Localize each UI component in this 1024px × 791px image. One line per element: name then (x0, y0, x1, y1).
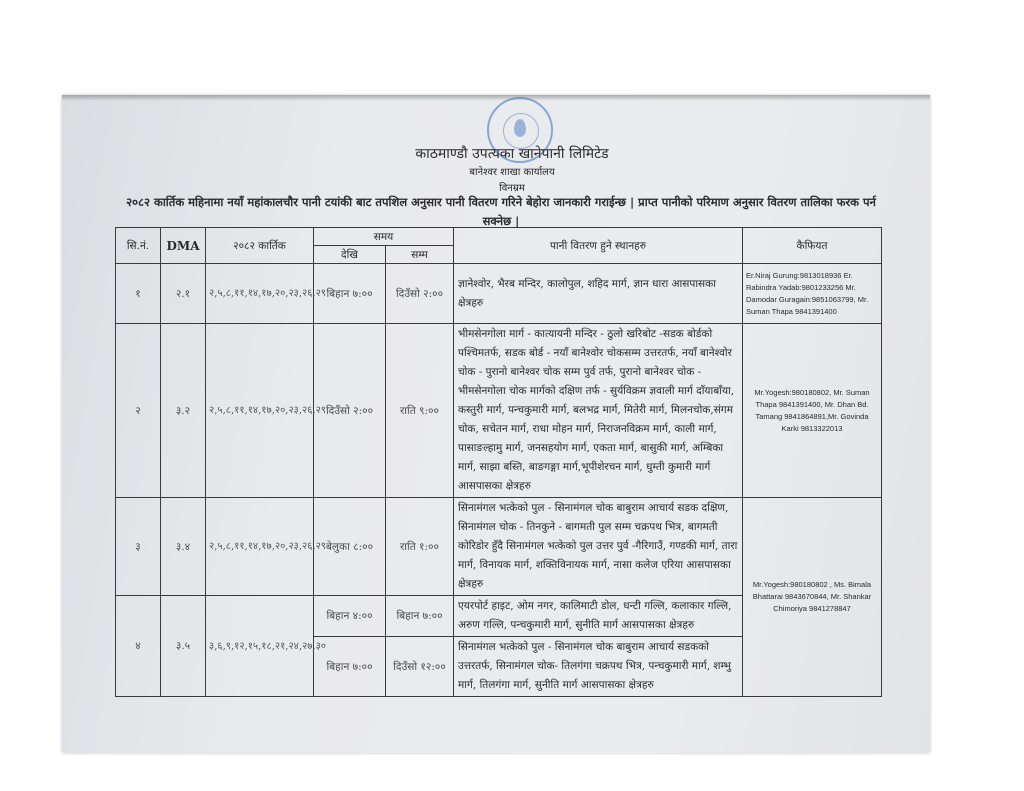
paper-edge-shadow (62, 95, 930, 101)
cell-remarks: Mr.Yogesh:980180802, Mr. Suman Thapa 9841391400, Mr. Dhan Bd. Tamang 9841864891,Mr. Govinda Karki 9813322013 (743, 324, 882, 498)
cell-dma: २.१ (161, 264, 206, 324)
table-row (116, 324, 882, 498)
cell-to: दिउँसो १२:०० (386, 637, 454, 697)
cell-from: बेलुका ८:०० (314, 498, 386, 596)
cell-from: दिउँसो २:०० (314, 324, 386, 498)
header-dma: DMA (161, 228, 206, 264)
notice-text: २०८२ कार्तिक महिनामा नयाँ महांकालचौर पानी टयांकी बाट तपशिल अनुसार पानी वितरण गरिने बेहोरा जानकारी गराईन्छ | प्राप्त पानीको परिमाण अनुसार वितरण तालिका फरक पर्न सक्नेछ | (126, 195, 876, 228)
cell-dma: ३.२ (161, 324, 206, 498)
table-row (116, 498, 882, 596)
cell-dates: २,५,८,११,१४,१७,२०,२३,२६,२९ (206, 324, 314, 498)
cell-dates: ३,६,९,१२,१५,१८,२१,२४,२७,३० (206, 596, 314, 697)
header-to: सम्म (386, 246, 454, 264)
cell-to: दिउँसो २:०० (386, 264, 454, 324)
header-remarks: कैफियत (743, 228, 882, 264)
cell-places: ज्ञानेश्वोर, भैरब मन्दिर, कालोपुल, शहिद मार्ग, ज्ञान धारा आसपासका क्षेत्रहरु (454, 264, 743, 324)
header-places: पानी वितरण हुने स्थानहरु (454, 228, 743, 264)
cell-to: बिहान ७:०० (386, 596, 454, 637)
water-distribution-table (115, 227, 882, 697)
cell-remarks: Mr.Yogesh:980180802 , Ms. Bimala Bhattarai 9843670844, Mr. Shankar Chimoriya 9841278847 (743, 498, 882, 697)
header-from: देखि (314, 246, 386, 264)
cell-places: भीमसेनगोला मार्ग - कात्यायनी मन्दिर - ठुलो खरिबोट -सडक बोर्डको पश्चिमतर्फ, सडक बोर्ड - नयाँ बानेश्वोर चोकसम्म उत्तरतर्फ, नयाँ बानेश्वोर चोक - पुरानो बानेश्वर चोक सम्म पुर्व तर्फ, पुरानो बानेश्वर चोक - भीमसेनगोला चोक मार्गको दक्षिण तर्फ - सुर्यविक्रम ज्ञवाली मार्ग दाँयाबाँया, कस्तुरी मार्ग, पन्चकुमारी मार्ग, बलभद्र मार्ग, मितेरी मार्ग, मिलनचोक,संगम चोक, सचेतन मार्ग, राधा मोहन मार्ग, निराजनविक्रम मार्ग, काली मार्ग, पासाङल्हामु मार्ग, जनसहयोग मार्ग, एकता मार्ग, बासुकी मार्ग, अम्बिका मार्ग, साझा बस्ति, बाङगङ्गा मार्ग,भूपीशेरचन मार्ग, धुम्ती कुमारी मार्ग आसपासका क्षेत्रहरु (454, 324, 743, 498)
notice-subject: विनम्रम (499, 183, 525, 194)
cell-sn: २ (116, 324, 161, 498)
header-time: समय (314, 228, 454, 246)
cell-dates: २,५,८,११,१४,१७,२०,२३,२६,२९ (206, 264, 314, 324)
table-row (116, 264, 882, 324)
cell-to: राति ९:०० (386, 324, 454, 498)
cell-places: सिनामंगल भत्केको पुल - सिनामंगल चोक बाबुराम आचार्य सडकको उत्तरतर्फ, सिनामंगल चोक- तिलगंगा चक्रपथ भित्र, पन्चकुमारी मार्ग, शम्भु मार्ग, तिलगंगा मार्ग, सुनीति मार्ग आसपासका क्षेत्रहरु (454, 637, 743, 697)
header-dates: २०८२ कार्तिक (206, 228, 314, 264)
header-sn: सि.नं. (116, 228, 161, 264)
cell-places: एयरपोर्ट हाइट, ओम नगर, कालिमाटी डोल, धन्टी गल्लि, कलाकार गल्लि, अरुण गल्लि, पन्चकुमारी मार्ग, सुनीति मार्ग आसपासका क्षेत्रहरु (454, 596, 743, 637)
cell-sn: १ (116, 264, 161, 324)
cell-places: सिनामंगल भत्केको पुल - सिनामंगल चोक बाबुराम आचार्य सडक दक्षिण, सिनामंगल चोक - तिनकुने - बागमती पुल सम्म चक्रपथ भित्र, बागमती कोरिडोर हुँदै सिनामंगल भत्केको पुल उत्तर पुर्व -गैरिगाउँ, गण्डकी मार्ग, तारा मार्ग, विनायक मार्ग, शक्तिविनायक मार्ग, नासा कलेज एरिया आसपासका क्षेत्रहरु (454, 498, 743, 596)
cell-from: बिहान ७:०० (314, 637, 386, 697)
cell-dates: २,५,८,११,१४,१७,२०,२३,२६,२९ (206, 498, 314, 596)
cell-dma: ३.५ (161, 596, 206, 697)
cell-sn: ३ (116, 498, 161, 596)
organization-name: काठमाण्डौ उपत्यका खानेपानी लिमिटेड (415, 146, 609, 162)
cell-dma: ३.४ (161, 498, 206, 596)
cell-to: राति १:०० (386, 498, 454, 596)
cell-from: बिहान ४:०० (314, 596, 386, 637)
cell-remarks: Er.Niraj Gurung:9813018936 Er. Rabindra Yadab:9801233256 Mr. Damodar Guragain:9851063799, Mr. Suman Thapa 9841391400 (743, 264, 882, 324)
cell-sn: ४ (116, 596, 161, 697)
cell-from: बिहान ७:०० (314, 264, 386, 324)
branch-name: बानेश्वर शाखा कार्यालय (469, 167, 555, 178)
